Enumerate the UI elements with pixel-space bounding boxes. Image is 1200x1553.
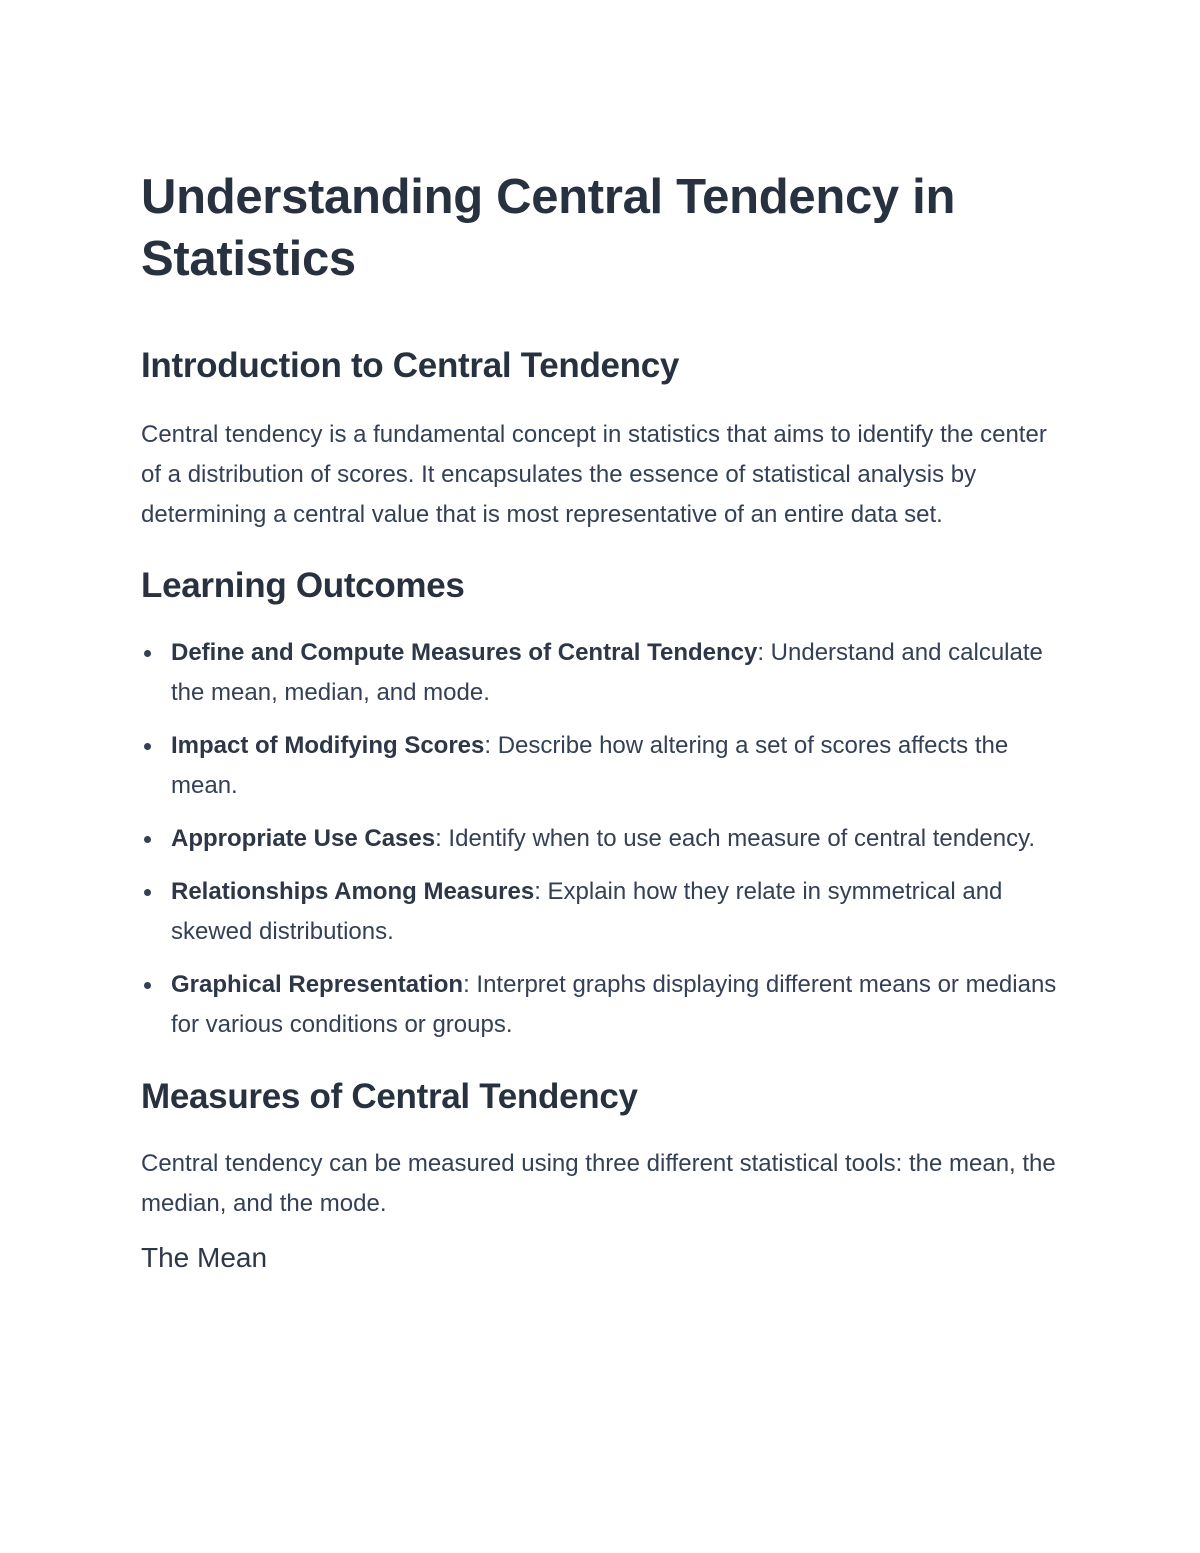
outcome-term: Appropriate Use Cases (171, 825, 436, 852)
bullet-icon (144, 650, 151, 657)
list-item (141, 819, 1060, 859)
outcome-description: : Identify when to use each measure of central tendency. (435, 825, 1035, 852)
list-item (141, 633, 1060, 713)
outcome-term: Graphical Representation (171, 971, 464, 998)
bullet-icon (144, 743, 151, 750)
subsection-heading-mean: The Mean (141, 1242, 268, 1273)
outcome-term: Impact of Modifying Scores (171, 732, 485, 759)
bullet-icon (144, 889, 151, 896)
introduction-paragraph: Central tendency is a fundamental concept in statistics that aims to identify the center of a distribution of scores. It encapsulates the essence of statistical analysis by determining a central value that is most representative of an entire data set. (141, 421, 1047, 528)
page-title: Understanding Central Tendency in Statistics (141, 170, 956, 286)
outcome-description: : Interpret graphs displaying different means or medians for various conditions or groups. (171, 971, 1057, 1038)
outcome-term: Relationships Among Measures (171, 878, 535, 905)
measures-paragraph: Central tendency can be measured using three different statistical tools: the mean, the median, and the mode. (141, 1150, 1056, 1217)
list-item (141, 726, 1060, 806)
list-item (141, 965, 1060, 1045)
learning-outcomes-list (141, 633, 1060, 1045)
section-heading-measures: Measures of Central Tendency (141, 1077, 638, 1116)
list-item (141, 872, 1060, 952)
section-heading-introduction: Introduction to Central Tendency (141, 346, 680, 385)
section-heading-learning-outcomes: Learning Outcomes (141, 566, 465, 605)
outcome-description: : Describe how altering a set of scores affects the mean. (171, 732, 1009, 799)
bullet-icon (144, 836, 151, 843)
outcome-term: Define and Compute Measures of Central Tendency (171, 639, 758, 666)
outcome-description: : Understand and calculate the mean, median, and mode. (171, 639, 1043, 706)
outcome-description: : Explain how they relate in symmetrical and skewed distributions. (171, 878, 1003, 945)
bullet-icon (144, 982, 151, 989)
